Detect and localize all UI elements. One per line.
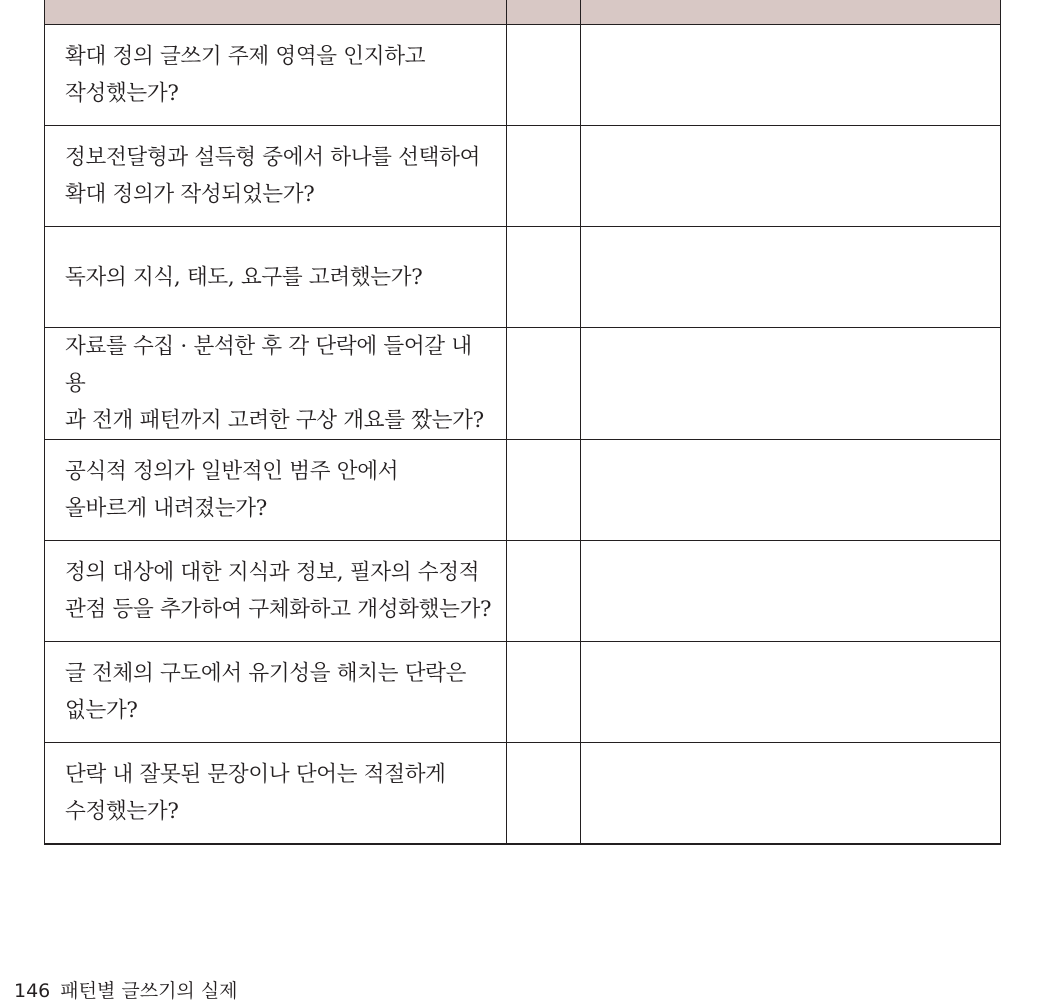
checklist-item-text: 단락 내 잘못된 문장이나 단어는 적절하게 수정했는가?: [65, 762, 446, 824]
checklist-item-cell: [45, 25, 507, 126]
note-cell[interactable]: [581, 642, 1001, 743]
table-row: [45, 541, 1001, 642]
checklist-item-text: 정보전달형과 설득형 중에서 하나를 선택하여 확대 정의가 작성되었는가?: [65, 145, 481, 207]
page-footer: [14, 976, 238, 1003]
table-row: [45, 25, 1001, 126]
table-row: [45, 642, 1001, 743]
checklist-item-text: 확대 정의 글쓰기 주제 영역을 인지하고 작성했는가?: [65, 44, 426, 106]
checklist-item-cell: [45, 743, 507, 845]
check-cell[interactable]: [507, 126, 581, 227]
checklist-table: [44, 0, 1001, 845]
check-cell[interactable]: [507, 328, 581, 440]
note-cell[interactable]: [581, 328, 1001, 440]
note-cell[interactable]: [581, 126, 1001, 227]
checklist-item-text: 정의 대상에 대한 지식과 정보, 필자의 수정적 관점 등을 추가하여 구체화하고 개성화했는가?: [65, 560, 492, 622]
check-cell[interactable]: [507, 743, 581, 845]
page-number: 146: [14, 980, 51, 1002]
checklist-item-text: 독자의 지식, 태도, 요구를 고려했는가?: [65, 264, 423, 290]
checklist-item-text: 글 전체의 구도에서 유기성을 해치는 단락은 없는가?: [65, 661, 467, 723]
check-cell[interactable]: [507, 25, 581, 126]
note-cell[interactable]: [581, 25, 1001, 126]
note-cell[interactable]: [581, 440, 1001, 541]
checklist-item-cell: [45, 541, 507, 642]
table-row: [45, 440, 1001, 541]
checklist-item-cell: [45, 227, 507, 328]
checklist-item-text: 자료를 수집 · 분석한 후 각 단락에 들어갈 내용 과 전개 패턴까지 고려한 구상 개요를 짰는가?: [65, 334, 484, 433]
check-cell[interactable]: [507, 227, 581, 328]
table-row: [45, 743, 1001, 845]
checklist-item-cell: [45, 642, 507, 743]
check-cell[interactable]: [507, 642, 581, 743]
header-item: [45, 0, 507, 25]
checklist-item-text: 공식적 정의가 일반적인 범주 안에서 올바르게 내려졌는가?: [65, 459, 399, 521]
check-cell[interactable]: [507, 541, 581, 642]
table-header-row: [45, 0, 1001, 25]
note-cell[interactable]: [581, 227, 1001, 328]
table-row: [45, 126, 1001, 227]
checklist-item-cell: [45, 328, 507, 440]
checklist-item-cell: [45, 440, 507, 541]
table-row: [45, 227, 1001, 328]
check-cell[interactable]: [507, 440, 581, 541]
header-check: [507, 0, 581, 25]
header-note: [581, 0, 1001, 25]
note-cell[interactable]: [581, 743, 1001, 845]
table-row: [45, 328, 1001, 440]
note-cell[interactable]: [581, 541, 1001, 642]
running-title: 패턴별 글쓰기의 실제: [60, 980, 238, 1002]
checklist-item-cell: [45, 126, 507, 227]
